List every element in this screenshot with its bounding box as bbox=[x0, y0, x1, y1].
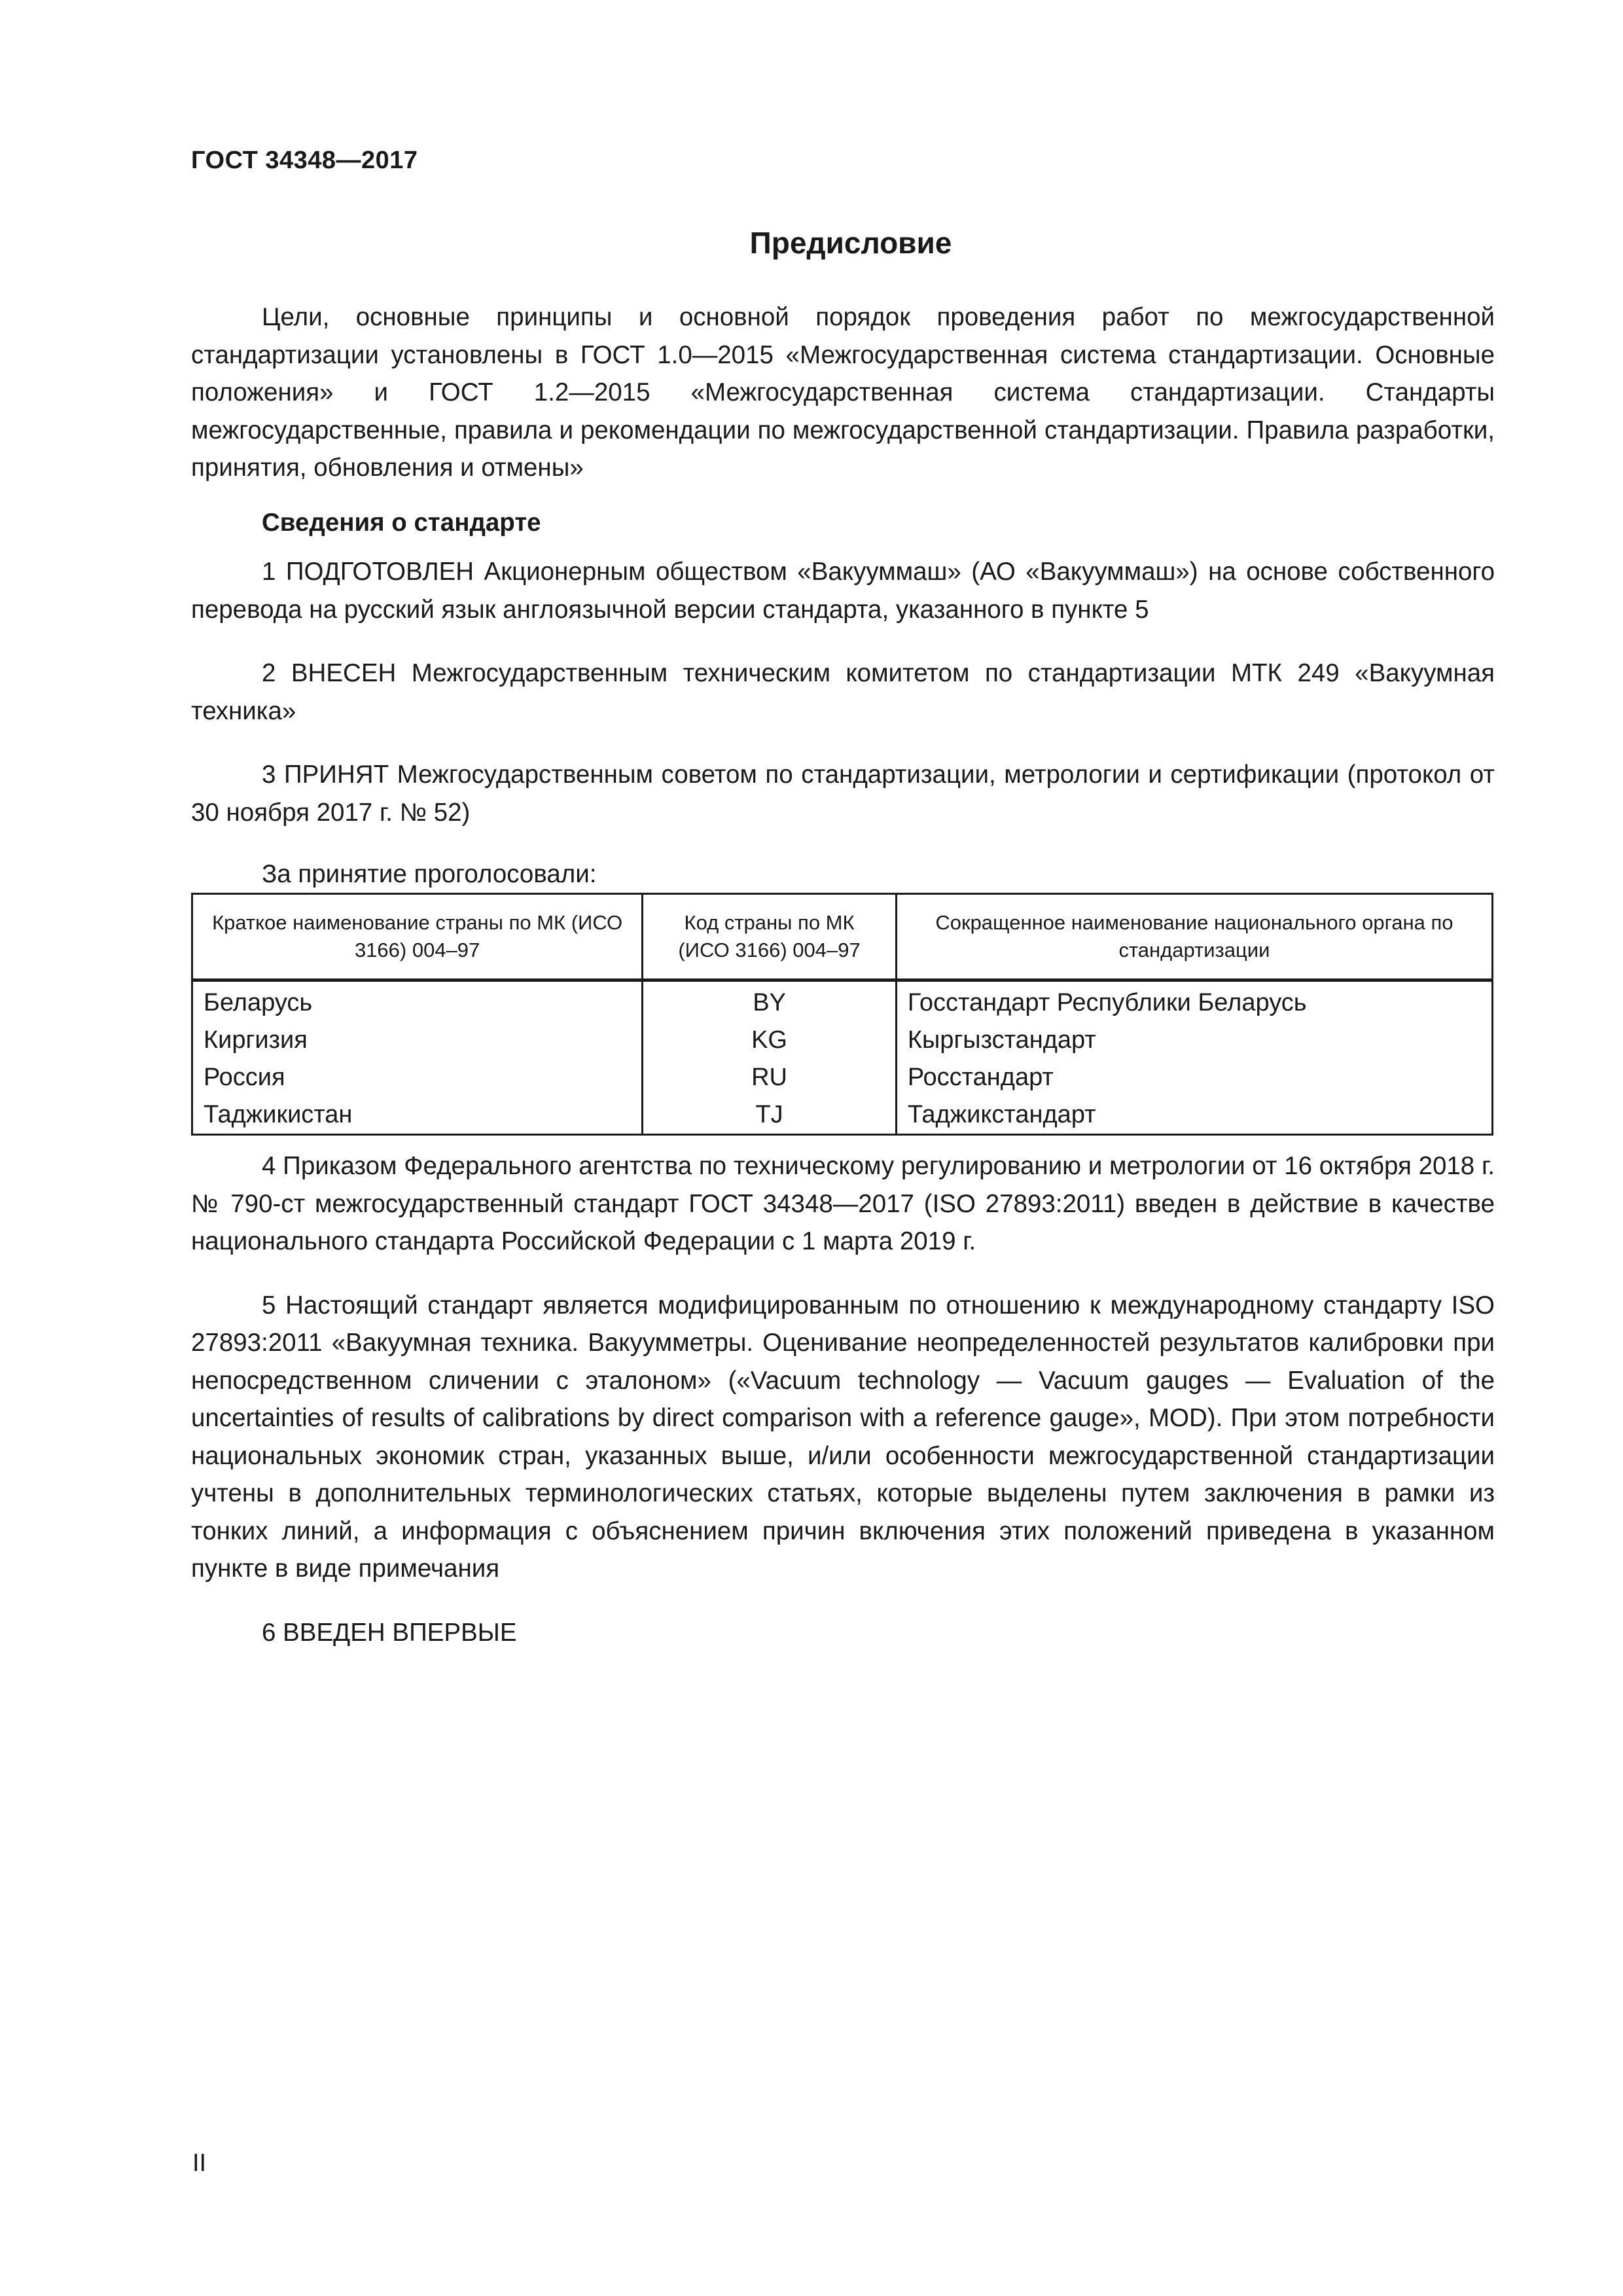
cell-country: Беларусь bbox=[192, 980, 643, 1022]
header-country: Краткое наименование страны по МК (ИСО 3166) 004–97 bbox=[192, 894, 643, 980]
table-row bbox=[192, 1022, 1493, 1059]
item-1-paragraph: 1 ПОДГОТОВЛЕН Акционерным обществом «Вакууммаш» (АО «Вакууммаш») на основе собственного перевода на русский язык англоязычной версии стандарта, указанного в пункте 5 bbox=[191, 558, 1495, 624]
cell-code: TJ bbox=[643, 1096, 897, 1135]
cell-code: BY bbox=[643, 980, 897, 1022]
item-4-paragraph: 4 Приказом Федерального агентства по техническому регулированию и метрологии от 16 октября 2018 г. № 790-ст межгосударственный стандарт ГОСТ 34348—2017 (ISO 27893:2011) введен в действие в качестве национального стандарта Российской Федерации с 1 марта 2019 г. bbox=[191, 1152, 1495, 1255]
table-row bbox=[192, 1096, 1493, 1135]
cell-standards-body: Госстандарт Республики Беларусь bbox=[896, 980, 1492, 1022]
header-code: Код страны по МК (ИСО 3166) 004–97 bbox=[643, 894, 897, 980]
document-code-header: ГОСТ 34348—2017 bbox=[191, 147, 418, 174]
table-row bbox=[192, 1059, 1493, 1096]
item-3-paragraph: 3 ПРИНЯТ Межгосударственным советом по стандартизации, метрологии и сертификации (протокол от 30 ноября 2017 г. № 52) bbox=[191, 761, 1495, 827]
votes-table bbox=[191, 893, 1493, 1136]
table-row bbox=[192, 980, 1493, 1022]
item-2-paragraph: 2 ВНЕСЕН Межгосударственным техническим комитетом по стандартизации МТК 249 «Вакуумная техника» bbox=[191, 659, 1495, 725]
cell-country: Киргизия bbox=[192, 1022, 643, 1059]
vote-label: За принятие проголосовали: bbox=[262, 860, 597, 888]
cell-country: Россия bbox=[192, 1059, 643, 1096]
section-heading: Сведения о стандарте bbox=[262, 508, 541, 537]
page-title: Предисловие bbox=[749, 226, 952, 260]
cell-country: Таджикистан bbox=[192, 1096, 643, 1135]
cell-code: RU bbox=[643, 1059, 897, 1096]
item-5-paragraph: 5 Настоящий стандарт является модифицированным по отношению к международному стандарту ISO 27893:2011 «Вакуумная техника. Вакуумметры. Оценивание неопределенностей результатов калибровки при непосредственном сличении с эталоном» («Vacuum technology — Vacuum gauges — Evaluation of the uncertainties of results of calibrations by direct comparison with a reference gauge», MOD). При этом потребности национальных экономик стран, указанных выше, и/или особенности межгосударственной стандартизации учтены в дополнительных терминологических статьях, которые выделены путем заключения в рамки из тонких линий, а информация с объяснением причин включения этих положений приведена в указанном пункте в виде примечания bbox=[191, 1291, 1495, 1583]
cell-standards-body: Кыргызстандарт bbox=[896, 1022, 1492, 1059]
page-number: II bbox=[192, 2149, 207, 2177]
intro-paragraph: Цели, основные принципы и основной порядок проведения работ по межгосударственной стандартизации установлены в ГОСТ 1.0—2015 «Межгосударственная система стандартизации. Основные положения» и ГОСТ 1.2—2015 «Межгосударственная система стандартизации. Стандарты межгосударственные, правила и рекомендации по межгосударственной стандартизации. Правила разработки, принятия, обновления и отмены» bbox=[191, 303, 1495, 482]
cell-standards-body: Росстандарт bbox=[896, 1059, 1492, 1096]
cell-standards-body: Таджикстандарт bbox=[896, 1096, 1492, 1135]
cell-code: KG bbox=[643, 1022, 897, 1059]
document-body bbox=[191, 298, 1495, 1651]
header-standards-body: Сокращенное наименование национального органа по стандартизации bbox=[896, 894, 1492, 980]
item-6-paragraph: 6 ВВЕДЕН ВПЕРВЫЕ bbox=[262, 1618, 517, 1647]
table-header-row bbox=[192, 894, 1493, 980]
